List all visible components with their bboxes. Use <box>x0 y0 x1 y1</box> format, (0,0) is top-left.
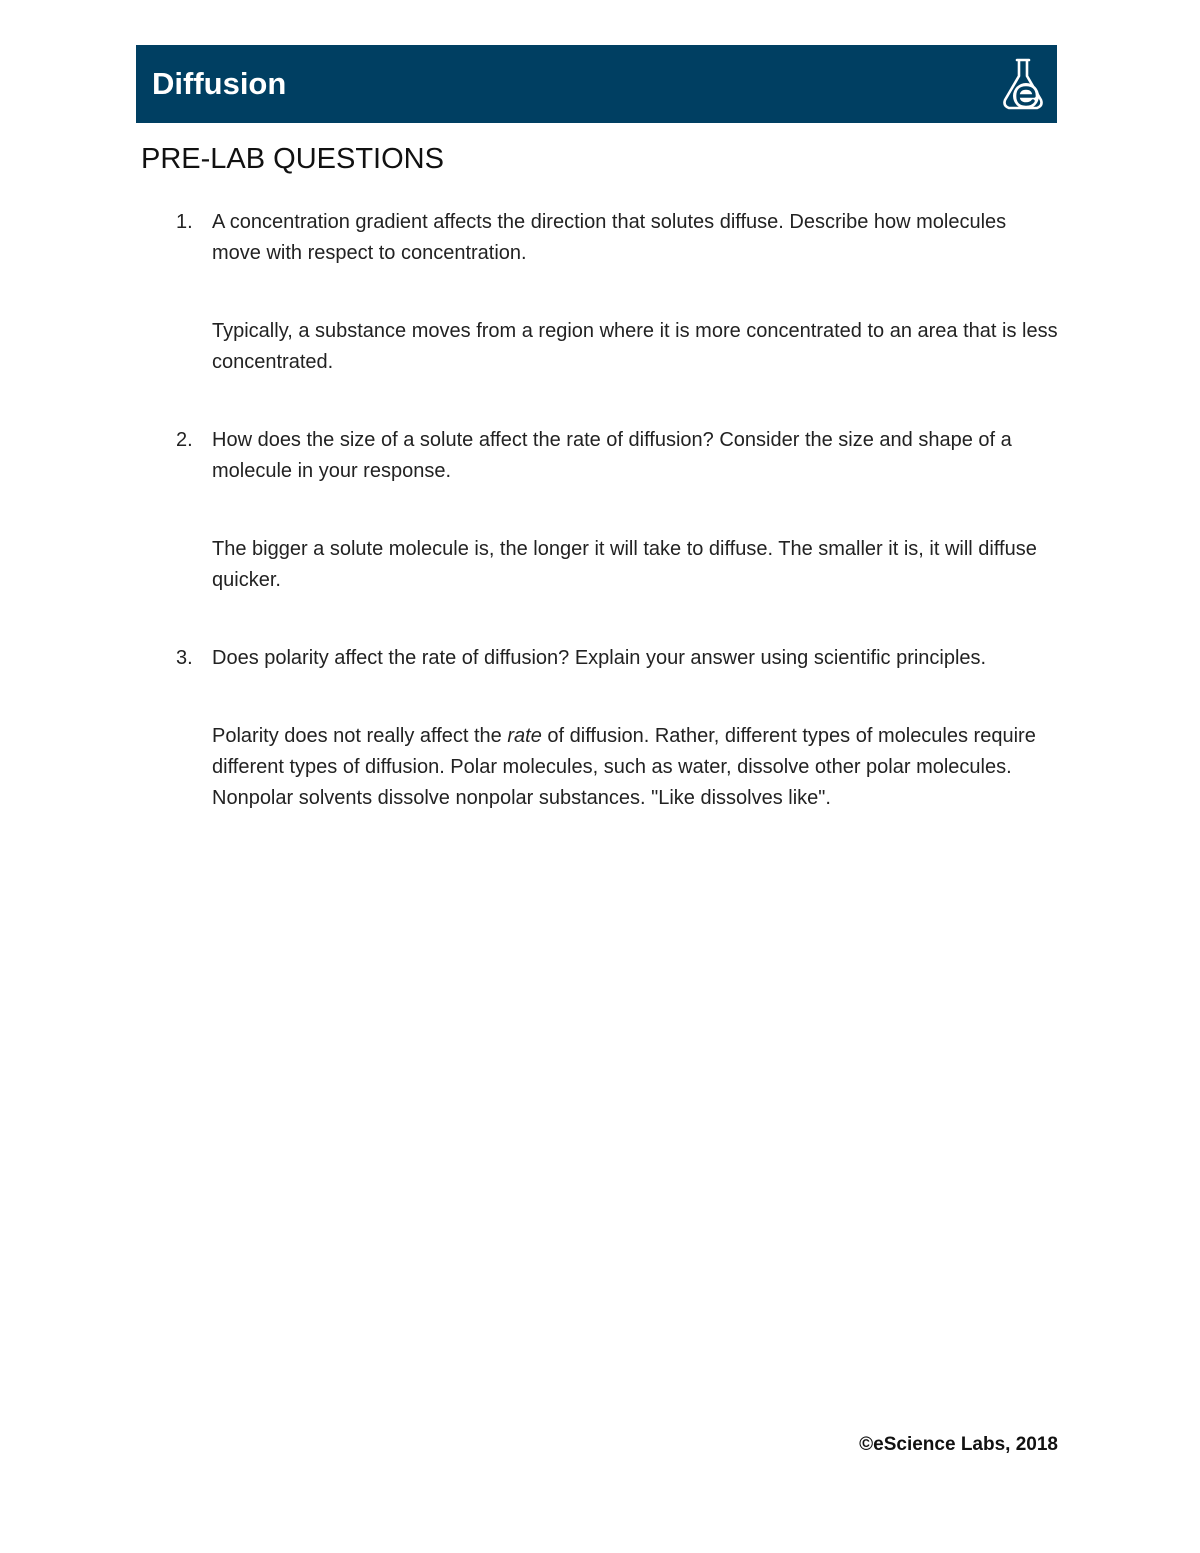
escience-flask-logo-icon <box>999 54 1047 114</box>
answer-2: The bigger a solute molecule is, the longer it will take to diffuse. The smaller it is, it will diffuse quicker. <box>212 538 1037 591</box>
question-number: 3. <box>176 647 193 669</box>
answer-text: of diffusion. Rather, different types of molecules require different types of diffusion. Polar molecules, such as water, dissolve other polar molecules. Nonpolar solvents dissolve nonpolar substances. "Like dissolves like". <box>212 725 1036 809</box>
document-title: Diffusion <box>152 66 287 101</box>
question-text: Does polarity affect the rate of diffusion? Explain your answer using scientific principles. <box>212 647 987 669</box>
question-number: 2. <box>176 429 193 451</box>
question-number: 1. <box>176 211 193 233</box>
copyright-footer: ©eScience Labs, 2018 <box>859 1434 1058 1455</box>
answer-emphasis: rate <box>507 725 542 747</box>
answer-1: Typically, a substance moves from a region where it is more concentrated to an area that is less concentrated. <box>212 320 1058 373</box>
header-banner <box>136 45 1057 123</box>
question-text: A concentration gradient affects the direction that solutes diffuse. Describe how molecules move with respect to concentration. <box>212 211 1007 264</box>
answer-text: Polarity does not really affect the <box>212 725 508 747</box>
question-text: How does the size of a solute affect the rate of diffusion? Consider the size and shape of a molecule in your response. <box>212 429 1012 482</box>
section-heading: PRE-LAB QUESTIONS <box>141 143 444 175</box>
answer-3 <box>212 721 1062 814</box>
